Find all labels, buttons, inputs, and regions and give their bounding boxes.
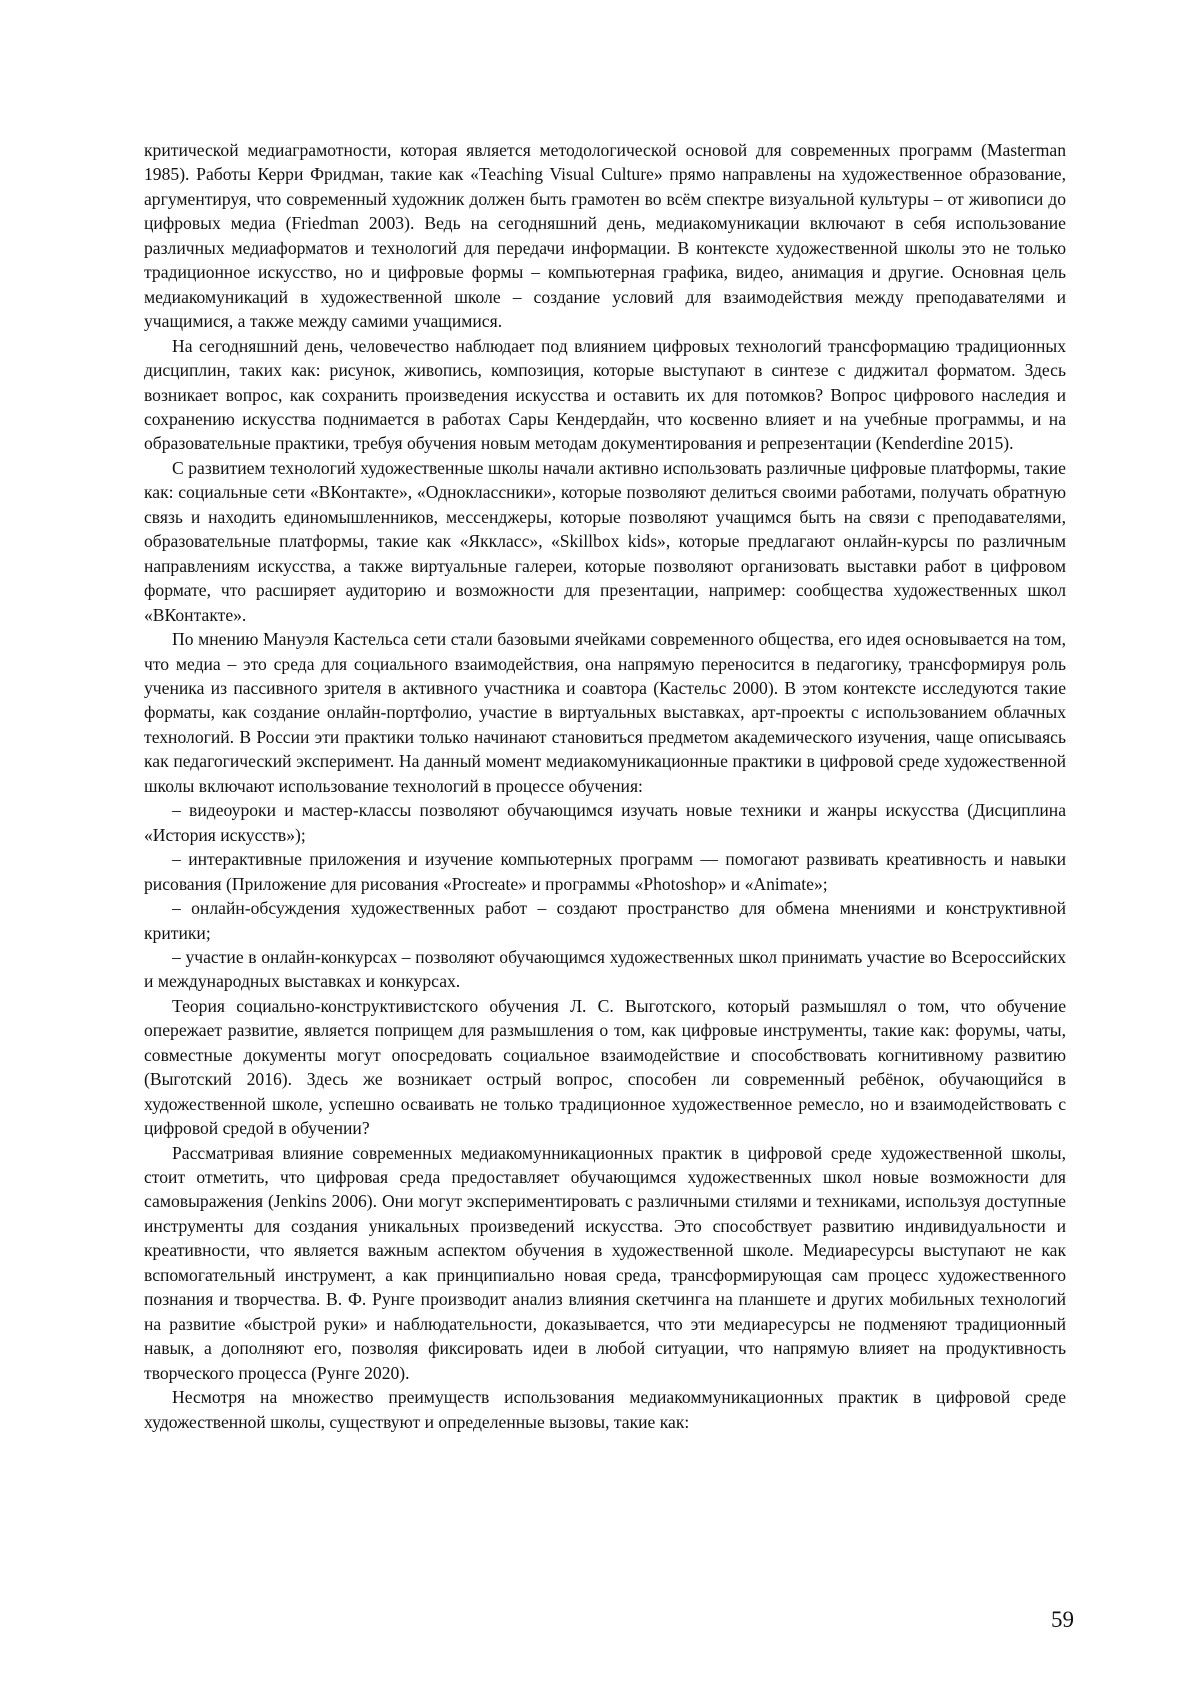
list-item-video-lessons: – видеоуроки и мастер-классы позволяют обучающимся изучать новые техники и жанры искусства (Дисциплина «История искусств»);: [144, 800, 1066, 845]
page-number: 59: [1051, 1607, 1074, 1632]
paragraph-vygotsky: Теория социально-конструктивистского обучения Л. С. Выготского, который размышлял о том, что обучение опережает развитие, является поприщем для размышления о том, как цифровые инструменты, такие как: форумы, чаты, совместные документы могут опосредовать социальное взаимодействие и способствовать когнитивному развитию (Выготский 2016). Здесь же возникает острый вопрос, способен ли современный ребёнок, обучающийся в художественной школе, успешно осваивать не только традиционное художественное ремесло, но и взаимодействовать с цифровой средой в обучении?: [144, 995, 1066, 1139]
page-body: [144, 138, 1066, 1434]
paragraph-castells: По мнению Мануэля Кастельса сети стали базовыми ячейками современного общества, его идея основывается на том, что медиа – это среда для социального взаимодействия, она напрямую переносится в педагогику, трансформируя роль ученика из пассивного зрителя в активного участника и соавтора (Кастельс 2000). В этом контексте исследуются такие форматы, как создание онлайн-портфолио, участие в виртуальных выставках, арт-проекты с использованием облачных технологий. В России эти практики только начинают становиться предметом академического изучения, чаще описываясь как педагогический эксперимент. На данный момент медиакомуникационные практики в цифровой среде художественной школы включают использование технологий в процессе обучения:: [144, 629, 1066, 796]
paragraph-self-expression: Рассматривая влияние современных медиакомунникационных практик в цифровой среде художественной школы, стоит отметить, что цифровая среда предоставляет обучающимся художественных школ новые возможности для самовыражения (Jenkins 2006). Они могут экспериментировать с различными стилями и техниками, используя доступные инструменты для создания уникальных произведений искусства. Это способствует развитию индивидуальности и креативности, что является важным аспектом обучения в художественной школе. Медиаресурсы выступают не как вспомогательный инструмент, а как принципиально новая среда, трансформирующая сам процесс художественного познания и творчества. В. Ф. Рунге производит анализ влияния скетчинга на планшете и других мобильных технологий на развитие «быстрой руки» и наблюдательности, доказывается, что эти медиаресурсы не подменяют традиционный навык, а дополняют его, позволяя фиксировать идеи в любой ситуации, что напрямую влияет на продуктивность творческого процесса (Рунге 2020).: [144, 1142, 1066, 1383]
list-item-online-discussions: – онлайн-обсуждения художественных работ – создают пространство для обмена мнениями и конструктивной критики;: [144, 898, 1066, 943]
paragraph-digital-heritage: На сегодняшний день, человечество наблюдает под влиянием цифровых технологий трансформацию традиционных дисциплин, таких как: рисунок, живопись, композиция, которые выступают в синтезе с диджитал форматом. Здесь возникает вопрос, как сохранить произведения искусства и оставить их для потомков? Вопрос цифрового наследия и сохранению искусства поднимается в работах Сары Кендердайн, что косвенно влияет и на учебные программы, и на образовательные практики, требуя обучения новым методам документирования и репрезентации (Kenderdine 2015).: [144, 335, 1066, 454]
list-item-online-contests: – участие в онлайн-конкурсах – позволяют обучающимся художественных школ принимать участие во Всероссийских и международных выставках и конкурсах.: [144, 946, 1066, 992]
paragraph-continuation: критической медиаграмотности, которая является методологической основой для современных программ (Masterman 1985). Работы Керри Фридман, такие как «Teaching Visual Culture» прямо направлены на художественное образование, аргументируя, что современный художник должен быть грамотен во всём спектре визуальной культуры – от живописи до цифровых медиа (Friedman 2003). Ведь на сегодняшний день, медиакомуникации включают в себя использование различных медиаформатов и технологий для передачи информации. В контексте художественной школы это не только традиционное искусство, но и цифровые формы – компьютерная графика, видео, анимация и другие. Основная цель медиакомуникаций в художественной школе – создание условий для взаимодействия между преподавателями и учащимися, а также между самими учащимися.: [144, 140, 1066, 332]
list-item-interactive-apps: – интерактивные приложения и изучение компьютерных программ — помогают развивать креативность и навыки рисования (Приложение для рисования «Procreate» и программы «Photoshop» и «Animate»;: [144, 849, 1066, 894]
paragraph-digital-platforms: С развитием технологий художественные школы начали активно использовать различные цифровые платформы, такие как: социальные сети «ВКонтакте», «Одноклассники», которые позволяют делиться своими работами, получать обратную связь и находить единомышленников, мессенджеры, которые позволяют учащимся быть на связи с преподавателями, образовательные платформы, такие как «Яккласс», «Skillbox kids», которые предлагают онлайн-курсы по различным направлениям искусства, а также виртуальные галереи, которые позволяют организовать выставки работ в цифровом формате, что расширяет аудиторию и возможности для презентации, например: сообщества художественных школ «ВКонтакте».: [144, 457, 1066, 625]
paragraph-challenges: Несмотря на множество преимуществ использования медиакоммуникационных практик в цифровой среде художественной школы, существуют и определенные вызовы, такие как:: [144, 1387, 1066, 1432]
